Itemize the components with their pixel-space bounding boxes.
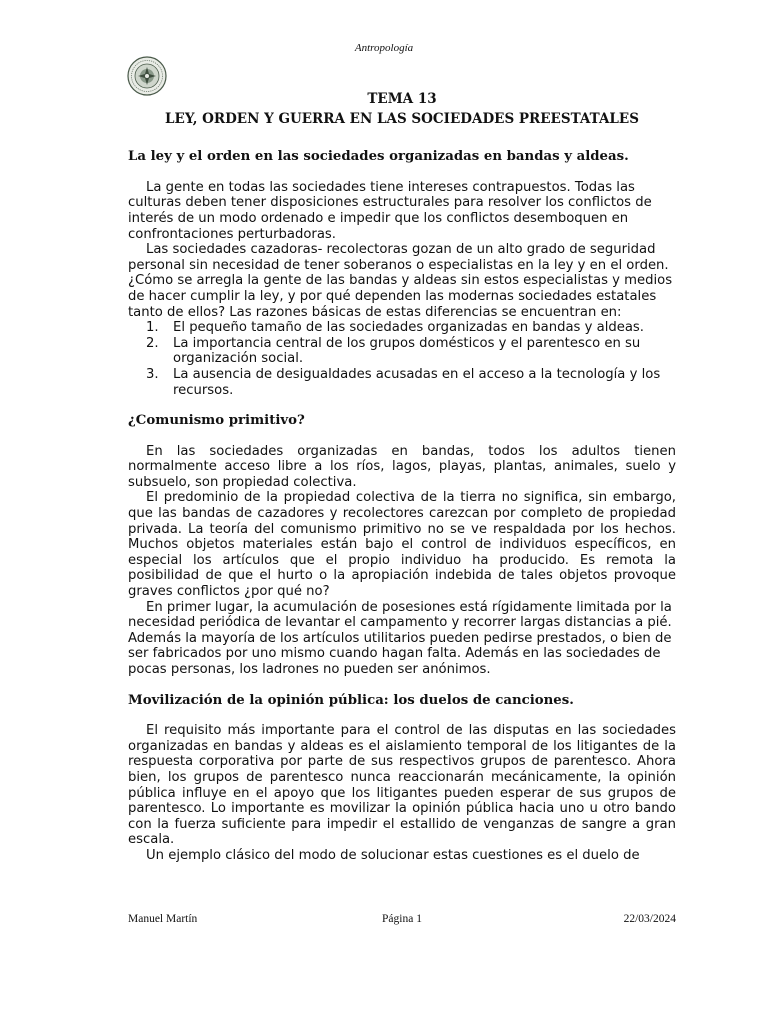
paragraph: La gente en todas las sociedades tiene intereses contrapuestos. Todas las culturas deben tener disposiciones estructurales para resolver los conflictos de interés de un modo ordenado e impedir que los conflictos desemboquen en confrontaciones perturbadoras. xyxy=(128,179,652,242)
reasons-list xyxy=(128,320,676,398)
list-item: 2. La importancia central de los grupos domésticos y el parentesco en su organización social. xyxy=(146,335,641,367)
university-seal-icon xyxy=(127,56,167,96)
list-item: 1. El pequeño tamaño de las sociedades organizadas en bandas y aldeas. xyxy=(146,320,644,336)
topic-title: TEMA 13 xyxy=(367,91,437,107)
list-item: 3. La ausencia de desigualdades acusadas en el acceso a la tecnología y los recursos. xyxy=(146,366,661,398)
paragraph: Un ejemplo clásico del modo de solucionar estas cuestiones es el duelo de xyxy=(146,847,640,863)
section-heading-comunismo: ¿Comunismo primitivo? xyxy=(128,413,305,429)
paragraph: En primer lugar, la acumulación de posesiones está rígidamente limitada por la necesidad periódica de levantar el campamento y recorrer largas distancias a pié. Además la mayoría de los artículos utilitarios pueden pedirse prestados, o bien de ser fabricados por uno mismo cuando hagan falta. Además en las sociedades de pocas personas, los ladrones no pueden ser anónimos. xyxy=(128,599,672,677)
paragraph: En las sociedades organizadas en bandas, todos los adultos tienen normalmente acceso libre a los ríos, lagos, playas, plantas, animales, suelo y subsuelo, son propiedad colectiva. xyxy=(128,443,676,490)
section-heading-ley-orden: La ley y el orden en las sociedades organizadas en bandas y aldeas. xyxy=(128,149,629,165)
footer-date: 22/03/2024 xyxy=(623,913,676,925)
paragraph: Las sociedades cazadoras- recolectoras gozan de un alto grado de seguridad personal sin necesidad de tener soberanos o especialistas en la ley y en el orden. ¿Cómo se arregla la gente de las bandas y aldeas sin estos especialistas y medios de hacer cumplir la ley, y por qué dependen las modernas sociedades estatales tanto de ellos? Las razones básicas de estas diferencias se encuentran en: xyxy=(128,242,673,320)
footer-author: Manuel Martín xyxy=(128,913,198,925)
running-header: Antropología xyxy=(354,42,414,54)
paragraph: El predominio de la propiedad colectiva de la tierra no significa, sin embargo, que las bandas de cazadores y recolectores carezcan por completo de propiedad privada. La teoría del comunismo primitivo no se ve respaldada por los hechos. Muchos objetos materiales están bajo el control de individuos específicos, en especial los artículos que el propio individuo ha producido. Es remota la posibilidad de que el hurto o la apropiación indebida de tales objetos provoque graves conflictos ¿por qué no? xyxy=(128,490,676,600)
topic-subtitle: LEY, ORDEN Y GUERRA EN LAS SOCIEDADES PREESTATALES xyxy=(165,110,639,127)
document-body xyxy=(128,92,676,864)
section-heading-opinion-publica: Movilización de la opinión pública: los duelos de canciones. xyxy=(128,692,574,708)
paragraph: El requisito más importante para el control de las disputas en las sociedades organizadas en bandas y aldeas es el aislamiento temporal de los litigantes de la respuesta corporativa por parte de sus respectivos grupos de parentesco. Ahora bien, los grupos de parentesco nunca reaccionarán mecánicamente, la opinión pública influye en el apoyo que los litigantes pueden esperar de sus grupos de parentesco. Lo importante es movilizar la opinión pública hacia uno u otro bando con la fuerza suficiente para impedir el estallido de venganzas de sangre a gran escala. xyxy=(128,723,676,848)
footer-page-number: Página 1 xyxy=(382,913,422,925)
